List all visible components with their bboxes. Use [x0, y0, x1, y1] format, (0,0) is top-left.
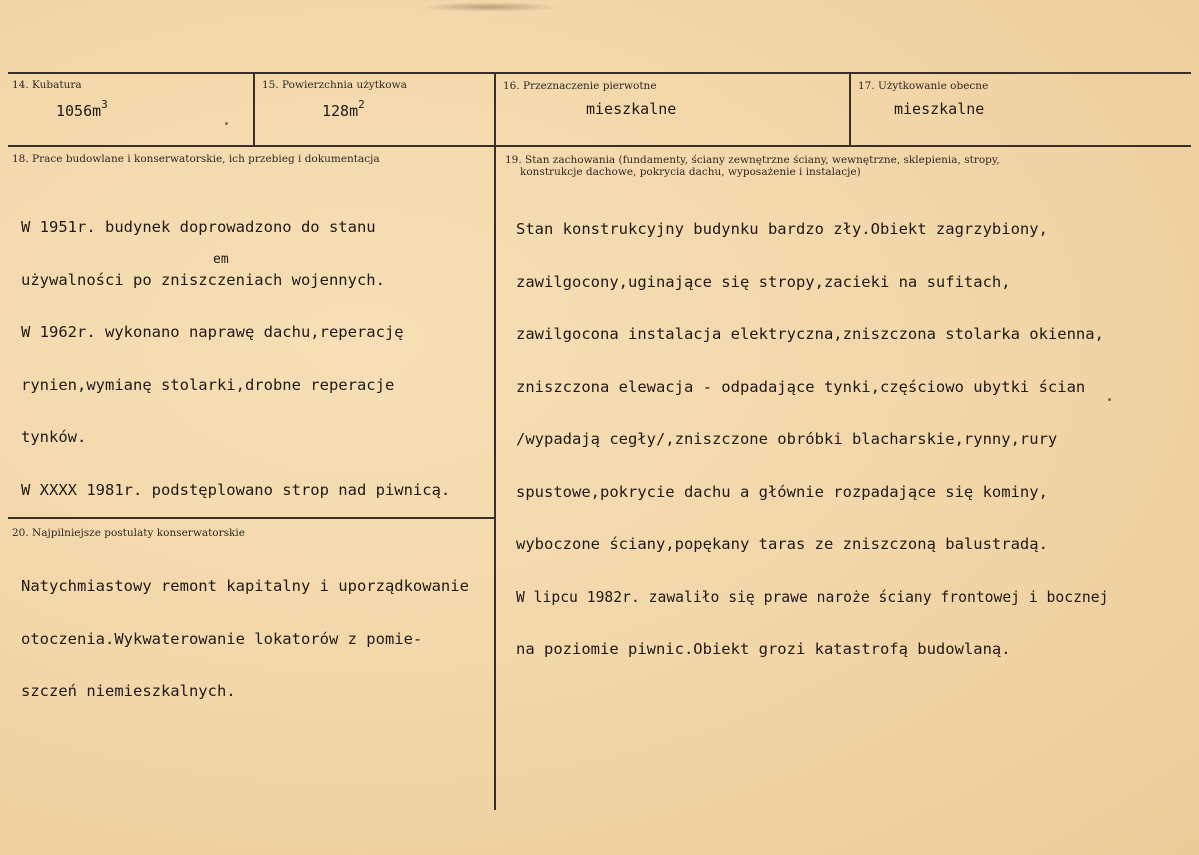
- paper-speck: [1108, 398, 1111, 401]
- field-19-line: Stan konstrukcyjny budynku bardzo zły.Obiekt zagrzybiony,: [516, 220, 1048, 238]
- paper-speck: [225, 122, 228, 125]
- top-rule: [8, 72, 1191, 74]
- field-18-line: W XXXX 1981r. podstęplowano strop nad piwnicą.: [21, 480, 451, 499]
- paper-stain: [420, 2, 560, 12]
- row-rule: [8, 145, 1191, 147]
- field-19-line: wyboczone ściany,popękany taras ze zniszczoną balustradą.: [516, 535, 1048, 553]
- field-19-line: zniszczona elewacja - odpadające tynki,częściowo ubytki ścian: [516, 377, 1086, 396]
- field-14-value: [56, 100, 108, 120]
- field-19-line: W lipcu 1982r. zawaliło się prawe naroże ściany frontowej i bocznej: [516, 588, 1109, 606]
- divider-16-17: [849, 73, 851, 146]
- field-14-label: 14. Kubatura: [12, 79, 82, 91]
- divider-14-15: [253, 73, 255, 146]
- field-19-line: zawilgocony,uginające się stropy,zacieki na sufitach,: [516, 272, 1011, 291]
- field-15-value: [322, 100, 365, 120]
- field-15-label: 15. Powierzchnia użytkowa: [262, 79, 407, 91]
- field-20-label: 20. Najpilniejsze postulaty konserwatorskie: [12, 527, 245, 539]
- field-19-label-line1: 19. Stan zachowania (fundamenty, ściany zewnętrzne ściany, wewnętrzne, sklepienia, stropy,: [505, 154, 1000, 166]
- field-19-label-line2: konstrukcje dachowe, pokrycia dachu, wyposażenie i instalacje): [520, 166, 861, 178]
- main-divider: [494, 73, 496, 810]
- field-20-line: szczeń niemieszkalnych.: [21, 682, 236, 700]
- field-20-text: [21, 543, 469, 736]
- field-18-text: [21, 184, 450, 534]
- volume-number: 1056m: [56, 102, 102, 120]
- area-number: 128m: [322, 102, 359, 120]
- field-20-line: Natychmiastowy remont kapitalny i uporządkowanie: [21, 577, 469, 595]
- field-20-line: otoczenia.Wykwaterowanie lokatorów z pomie-: [21, 629, 423, 648]
- field-18-insertion: em: [213, 252, 229, 267]
- field-18-line: tynków.: [21, 428, 87, 446]
- field-16-label: 16. Przeznaczenie pierwotne: [503, 80, 657, 92]
- field-18-line: używalności po zniszczeniach wojennych.: [21, 270, 385, 289]
- field-17-label: 17. Użytkowanie obecne: [858, 80, 989, 92]
- field-19-line: spustowe,pokrycie dachu a głównie rozpadające się kominy,: [516, 482, 1048, 501]
- field-16-value: mieszkalne: [586, 100, 677, 118]
- field-19-line: /wypadają cegły/,zniszczone obróbki blacharskie,rynny,rury: [516, 430, 1058, 448]
- field-18-line: rynien,wymianę stolarki,drobne reperacje: [21, 375, 395, 394]
- volume-exponent: 3: [101, 98, 108, 111]
- field-19-line: zawilgocona instalacja elektryczna,zniszczona stolarka okienna,: [516, 325, 1104, 343]
- field-18-label: 18. Prace budowlane i konserwatorskie, ich przebieg i dokumentacja: [12, 153, 380, 165]
- field-19-line: na poziomie piwnic.Obiekt grozi katastrofą budowlaną.: [516, 640, 1011, 658]
- field-19-text: [516, 186, 1108, 694]
- area-exponent: 2: [358, 98, 365, 111]
- field-18-line: W 1962r. wykonano naprawę dachu,reperację: [21, 323, 404, 341]
- field-18-line: W 1951r. budynek doprowadzono do stanu: [21, 218, 376, 236]
- field-17-value: mieszkalne: [894, 100, 985, 118]
